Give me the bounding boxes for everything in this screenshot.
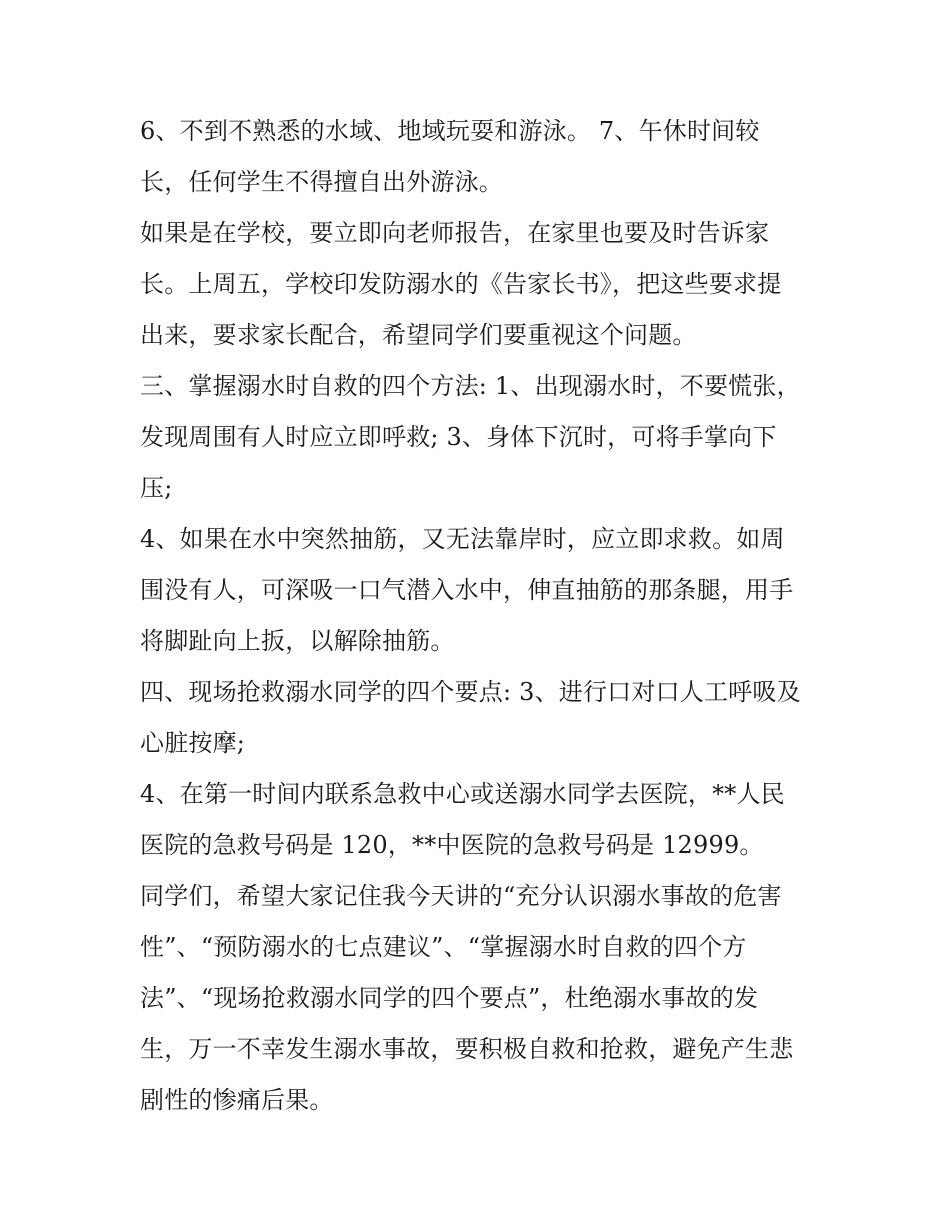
document-body xyxy=(140,106,820,1126)
text-line: 长。上周五，学校印发防溺水的《告家长书》，把这些要求提 xyxy=(140,270,782,298)
text-line: 心脏按摩; xyxy=(140,729,246,757)
text-line: 出来，要求家长配合，希望同学们要重视这个问题。 xyxy=(140,321,697,349)
text-line: 4、在第一时间内联系急救中心或送溺水同学去医院，**人民 xyxy=(140,780,785,808)
text-line: 围没有人，可深吸一口气潜入水中，伸直抽筋的那条腿，用手 xyxy=(140,576,794,604)
text-line: 压; xyxy=(140,474,173,502)
text-line: 同学们，希望大家记住我今天讲的“充分认识溺水事故的危害 xyxy=(140,882,782,910)
text-line: 法”、“现场抢救溺水同学的四个要点”，杜绝溺水事故的发 xyxy=(140,984,759,1012)
text-line: 三、掌握溺水时自救的四个方法: 1、出现溺水时，不要慌张， xyxy=(140,372,801,400)
text-line: 性”、“预防溺水的七点建议”、“掌握溺水时自救的四个方 xyxy=(140,933,747,961)
text-line: 如果是在学校，要立即向老师报告，在家里也要及时告诉家 xyxy=(140,219,770,247)
text-line: 四、现场抢救溺水同学的四个要点: 3、进行口对口人工呼吸及 xyxy=(140,678,801,706)
text-line: 发现周围有人时应立即呼救; 3、身体下沉时，可将手掌向下 xyxy=(140,423,777,451)
text-line: 剧性的惨痛后果。 xyxy=(140,1086,334,1114)
text-line: 长，任何学生不得擅自出外游泳。 xyxy=(140,168,503,196)
text-line: 将脚趾向上扳，以解除抽筋。 xyxy=(140,627,455,655)
text-line: 医院的急救号码是 120，**中医院的急救号码是 12999。 xyxy=(140,831,764,859)
text-line: 4、如果在水中突然抽筋，又无法靠岸时，应立即求救。如周 xyxy=(140,525,785,553)
text-line: 生，万一不幸发生溺水事故，要积极自救和抢救，避免产生悲 xyxy=(140,1035,794,1063)
text-line: 6、不到不熟悉的水域、地域玩耍和游泳。 7、午休时间较 xyxy=(140,117,760,145)
